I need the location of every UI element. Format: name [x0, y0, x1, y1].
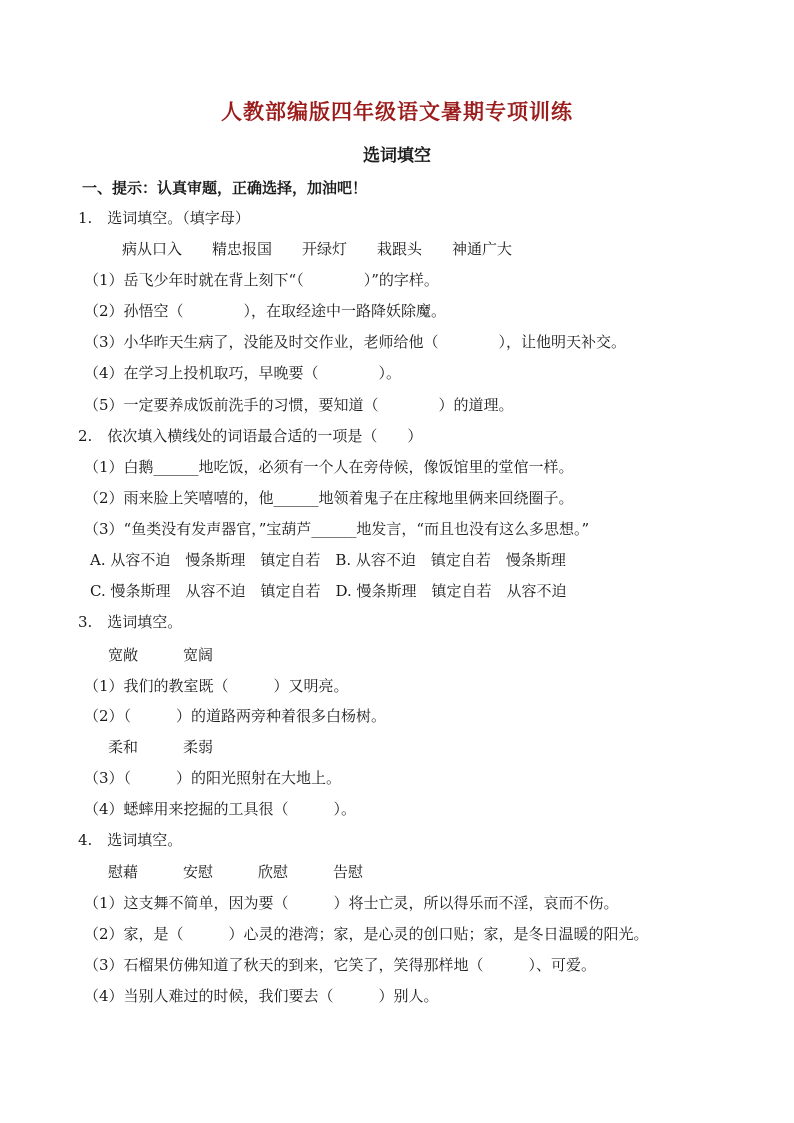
question-3-item: （3）（ ）的阳光照射在大地上。 — [84, 769, 342, 787]
question-4-word-bank: 慰藉 安慰 欣慰 告慰 — [108, 863, 364, 881]
question-2-options: A. 从容不迫 慢条斯理 镇定自若 B. 从容不迫 镇定自若 慢条斯理 — [90, 551, 566, 569]
question-2-item: （2）雨来脸上笑嘻嘻的，他______地领着鬼子在庄稼地里俩来回绕圈子。 — [84, 489, 574, 507]
question-3-item: （4）蟋蟀用来挖掘的工具很（ ）。 — [84, 800, 357, 818]
question-4-item: （4）当别人难过的时候，我们要去（ ）别人。 — [84, 987, 439, 1005]
question-2-item: （1）白鹅______地吃饭，必须有一个人在旁侍候，像饭馆里的堂倌一样。 — [84, 458, 574, 476]
question-1-stem: 1. 选词填空。（填字母） — [78, 209, 250, 227]
question-1-item: （5）一定要养成饭前洗手的习惯，要知道（ ）的道理。 — [84, 396, 514, 414]
question-1-item: （2）孙悟空（ ），在取经途中一路降妖除魔。 — [84, 302, 447, 320]
section-heading: 一、提示：认真审题，正确选择，加油吧！ — [82, 179, 368, 197]
question-1-item: （1）岳飞少年时就在背上刻下“（ ）”的字样。 — [84, 271, 439, 289]
question-4-item: （1）这支舞不简单，因为要（ ）将士亡灵，所以得乐而不淫，哀而不伤。 — [84, 894, 619, 912]
question-3-word-bank-2: 柔和 柔弱 — [108, 738, 214, 756]
question-4-item: （2）家，是（ ）心灵的港湾；家，是心灵的创口贴；家，是冬日温暖的阳光。 — [84, 925, 649, 943]
question-1-item: （4）在学习上投机取巧，早晚要（ ）。 — [84, 364, 402, 382]
question-1-item: （3）小华昨天生病了，没能及时交作业，老师给他（ ），让他明天补交。 — [84, 333, 627, 351]
page-title: 人教部编版四年级语文暑期专项训练 — [221, 99, 573, 124]
question-1-word-bank: 病从口入 精忠报国 开绿灯 栽跟头 神通广大 — [122, 240, 513, 258]
question-3-word-bank-1: 宽敞 宽阔 — [108, 646, 214, 664]
question-3-item: （1）我们的教室既（ ）又明亮。 — [84, 677, 349, 695]
question-2-stem: 2. 依次填入横线处的词语最合适的一项是（ ） — [78, 427, 423, 445]
question-4-item: （3）石榴果仿佛知道了秋天的到来，它笑了，笑得那样地（ ）、可爱。 — [84, 956, 597, 974]
question-2-item: （3）“鱼类没有发声器官，”宝葫芦______地发言，“而且也没有这么多思想。” — [84, 520, 590, 538]
page-subtitle: 选词填空 — [363, 146, 431, 166]
question-3-item: （2）（ ）的道路两旁种着很多白杨树。 — [84, 707, 387, 725]
question-3-stem: 3. 选词填空。 — [78, 613, 183, 631]
question-4-stem: 4. 选词填空。 — [78, 831, 183, 849]
question-2-options: C. 慢条斯理 从容不迫 镇定自若 D. 慢条斯理 镇定自若 从容不迫 — [90, 582, 567, 600]
